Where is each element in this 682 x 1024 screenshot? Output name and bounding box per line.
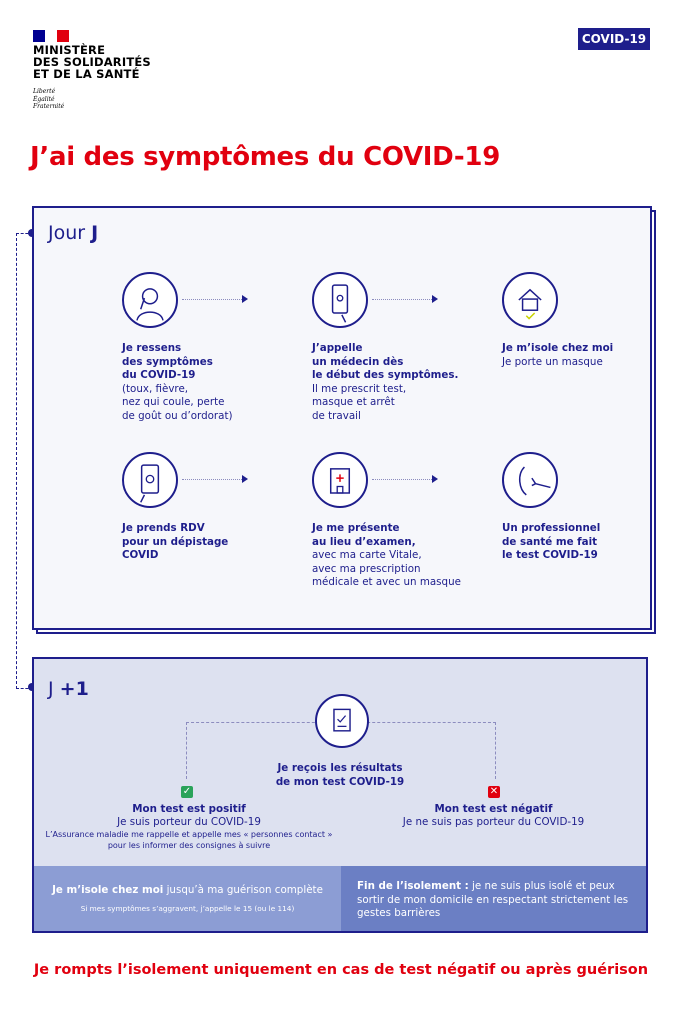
french-flag-logo bbox=[33, 30, 69, 42]
day1-label: J +1 bbox=[48, 678, 89, 700]
arrow-head-icon bbox=[242, 475, 248, 483]
negative-result: Mon test est négatif Je ne suis pas porteur du COVID-19 bbox=[402, 803, 585, 828]
clinic-building-icon bbox=[312, 452, 368, 508]
negative-cross-icon: ✕ bbox=[489, 786, 499, 797]
covid-badge: COVID-19 bbox=[578, 28, 650, 50]
flow-arrow bbox=[372, 479, 432, 480]
nasal-swab-icon bbox=[502, 452, 558, 508]
home-check-icon bbox=[502, 272, 558, 328]
step-call-doctor: J’appelle un médecin dès le début des symptômes. Il me prescrit test, masque et arrêt de travail bbox=[312, 342, 459, 422]
page-title: J’ai des symptômes du COVID-19 bbox=[30, 142, 500, 172]
end-of-isolation: Fin de l’isolement : je ne suis plus isolé et peux sortir de mon domicile en respectant strictement les gestes barrières bbox=[341, 866, 646, 931]
step-isolate: Je m’isole chez moi Je porte un masque bbox=[502, 342, 614, 368]
phone-appointment-icon bbox=[122, 452, 178, 508]
arrow-head-icon bbox=[432, 295, 438, 303]
flow-arrow bbox=[182, 299, 242, 300]
bottom-note: Je rompts l’isolement uniquement en cas de test négatif ou après guérison bbox=[33, 962, 649, 978]
day0-label: Jour J bbox=[48, 222, 99, 244]
results-received-text: Je reçois les résultats de mon test COVID-19 bbox=[275, 762, 405, 788]
test-result-document-icon bbox=[315, 694, 369, 748]
person-unwell-icon bbox=[122, 272, 178, 328]
isolation-until-recovery: Je m’isole chez moi jusqu’à ma guérison complète Si mes symptômes s’aggravent, j’appelle le 15 (ou le 114) bbox=[34, 866, 341, 931]
phone-call-icon bbox=[312, 272, 368, 328]
timeline-connector bbox=[16, 233, 33, 689]
ministry-name: MINISTÈRE DES SOLIDARITÉS ET DE LA SANTÉ bbox=[33, 43, 151, 81]
republic-motto: Liberté Égalité Fraternité bbox=[33, 88, 65, 110]
step-book-test: Je prends RDV pour un dépistage COVID bbox=[122, 522, 229, 561]
positive-check-icon: ✓ bbox=[182, 786, 192, 797]
step-symptoms: Je ressens des symptômes du COVID-19 (toux, fièvre, nez qui coule, perte de goût ou d’ordorat) bbox=[122, 342, 233, 422]
positive-result: Mon test est positif Je suis porteur du COVID-19 L’Assurance maladie me rappelle et appelle mes « personnes contact » pour les informer des consignes à suivre bbox=[45, 803, 333, 850]
arrow-head-icon bbox=[242, 295, 248, 303]
step-get-tested: Un professionnel de santé me fait le test COVID-19 bbox=[502, 522, 601, 561]
flow-arrow bbox=[182, 479, 242, 480]
step-go-to-test: Je me présente au lieu d’examen, avec ma carte Vitale, avec ma prescription médicale et avec un masque bbox=[312, 522, 461, 588]
arrow-head-icon bbox=[432, 475, 438, 483]
flow-arrow bbox=[372, 299, 432, 300]
